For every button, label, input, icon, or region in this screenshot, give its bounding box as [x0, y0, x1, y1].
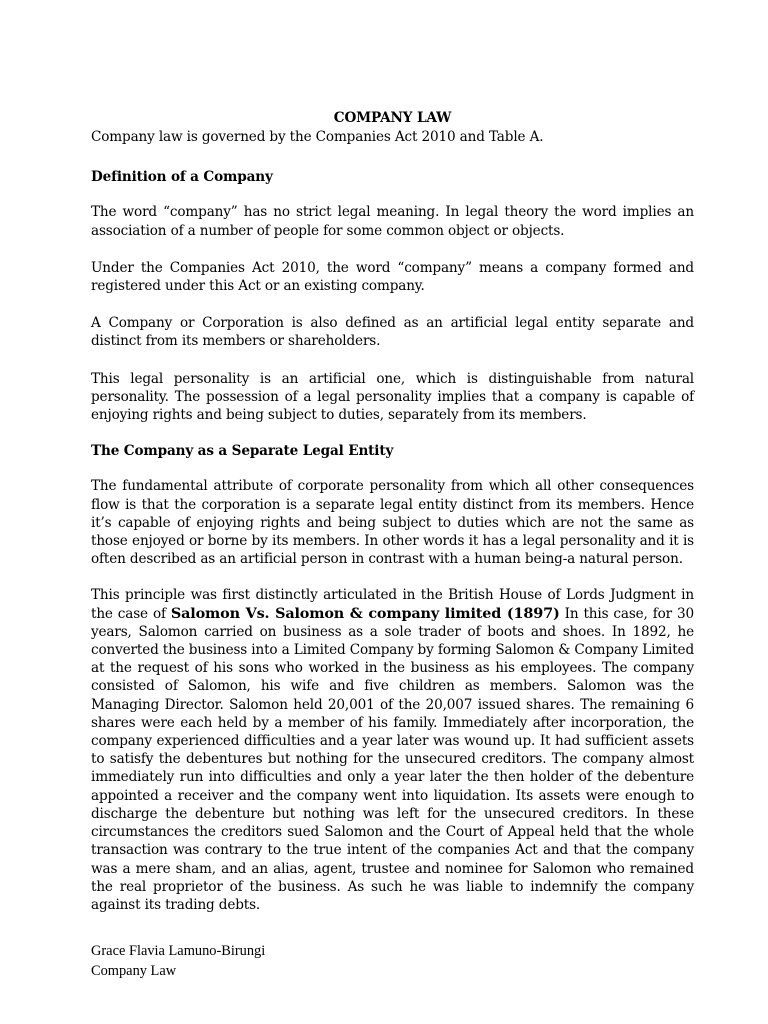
section-heading-separate-entity: The Company as a Separate Legal Entity [91, 443, 394, 460]
paragraph: Under the Companies Act 2010, the word “company” means a company formed and registered under this Act or an existing company. [91, 259, 694, 295]
document-body [91, 109, 694, 933]
paragraph: A Company or Corporation is also defined as an artificial legal entity separate and distinct from its members or shareholders. [91, 315, 694, 350]
page-footer [91, 941, 265, 981]
paragraph: The fundamental attribute of corporate personality from which all other consequences flow is that the corporation is a separate legal entity distinct from its members. Hence it’s capable of enjoying rights and being subject to duties which are not the same as those enjoyed or borne by its members. In other words it has a legal personality and it is often described as an artificial person in contrast with a human being-a natural person. [91, 478, 694, 568]
case-text-before: This principle was first distinctly articulated in the British House of Lords Judgment in the case of [91, 587, 694, 622]
paragraph: The word “company” has no strict legal meaning. In legal theory the word implies an association of a number of people for some common object or objects. [91, 204, 694, 239]
page-title: COMPANY LAW [333, 110, 452, 126]
footer-author: Grace Flavia Lamuno-Birungi [91, 943, 266, 959]
case-name: Salomon Vs. Salomon & company limited (1897) [170, 604, 560, 622]
case-text-after: In this case, for 30 years, Salomon carried on business as a sole trader of boots and shoes. In 1892, he converted the business into a Limited Company by forming Salomon & Company Limited at the request of his sons who worked in the business as his employees. The company consisted of Salomon, his wife and five children as members. Salomon was the Managing Director. Salomon held 20,001 of the 20,007 issued shares. The remaining 6 shares were each held by a member of his family. Immediately after incorporation, the company experienced difficulties and a year later was wound up. It had sufficient assets to satisfy the debentures but nothing for the unsecured creditors. The company almost immediately run into difficulties and only a year later the then holder of the debenture appointed a receiver and the company went into liquidation. Its assets were enough to discharge the debenture but nothing was left for the unsecured creditors. In these circumstances the creditors sued Salomon and the Court of Appeal held that the whole transaction was contrary to the true intent of the companies Act and that the company was a mere sham, and an alias, agent, trustee and nominee for Salomon who remained the real proprietor of the business. As such he was liable to indemnify the company against its trading debts. [91, 605, 694, 913]
section-heading-definition: Definition of a Company [91, 169, 273, 186]
paragraph: This legal personality is an artificial one, which is distinguishable from natural personality. The possession of a legal personality implies that a company is capable of enjoying rights and being subject to duties, separately from its members. [91, 370, 694, 424]
case-paragraph [91, 586, 694, 914]
footer-course: Company Law [91, 963, 177, 979]
intro-paragraph: Company law is governed by the Companies Act 2010 and Table A. [91, 129, 544, 145]
